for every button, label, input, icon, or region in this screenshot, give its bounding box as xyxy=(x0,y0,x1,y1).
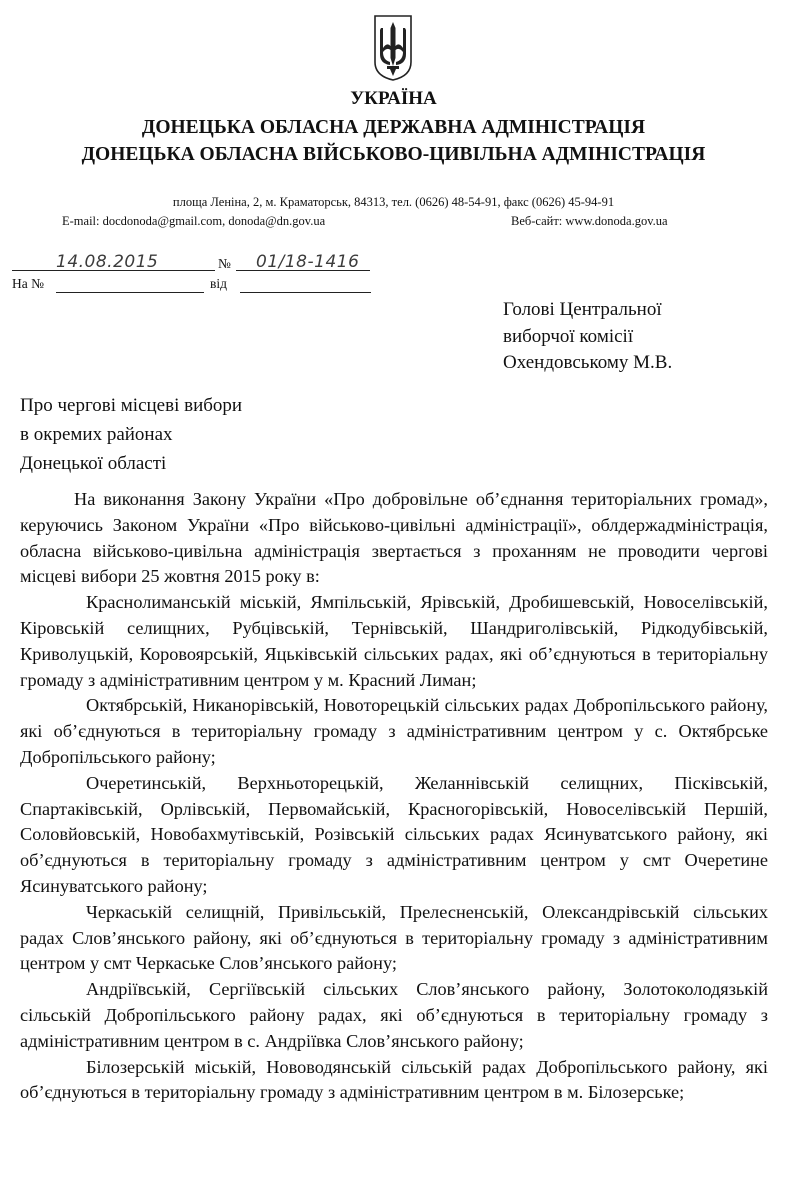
number-label: № xyxy=(218,256,231,271)
reply-number-label: На № xyxy=(12,276,44,291)
addressee-line: виборчої комісії xyxy=(503,325,634,347)
body-list-paragraph: Черкаській селищній, Привільській, Прелесненській, Олександрівській сільських радах Слов’янського району, які об’єднуються в територіальну громаду з адміністративним центром у смт Черкаське Слов’янського району; xyxy=(20,901,768,974)
letter-subject xyxy=(20,391,242,478)
organization-name-line2: ДОНЕЦЬКА ОБЛАСНА ВІЙСЬКОВО-ЦИВІЛЬНА АДМІНІСТРАЦІЯ xyxy=(81,144,706,165)
addressee-line: Охендовському М.В. xyxy=(503,352,673,373)
body-list-paragraph: Очеретинській, Верхньоторецькій, Желаннівській селищних, Пісківській, Спартаківській, Орлівській, Первомайській, Красногорівській, Новоселівській Першій, Соловйовській, Новобахмутівській, Розівській сільських радах Ясинуватського району, які об’єднуються в територіальну громаду з адміністративним центром у смт Очеретине Ясинуватського району; xyxy=(20,772,768,896)
country-heading: УКРАЇНА xyxy=(350,88,437,109)
postal-address: площа Леніна, 2, м. Краматорськ, 84313, тел. (0626) 48-54-91, факс (0626) 45-94-91 xyxy=(172,195,615,209)
letter-body xyxy=(20,487,768,1106)
date-underline xyxy=(12,270,215,271)
addressee-line: Голові Центральної xyxy=(503,299,662,320)
reply-date-label: від xyxy=(210,276,227,291)
website-address[interactable]: Веб-сайт: www.donoda.gov.ua xyxy=(511,214,668,228)
organization-name-line1: ДОНЕЦЬКА ОБЛАСНА ДЕРЖАВНА АДМІНІСТРАЦІЯ xyxy=(141,117,646,138)
email-address[interactable]: E-mail: docdonoda@gmail.com, donoda@dn.gov.ua xyxy=(62,214,326,228)
document-date: 14.08.2015 xyxy=(56,252,159,272)
body-intro-paragraph: На виконання Закону України «Про добровільне об’єднання територіальних громад», керуючись Законом України «Про військово-цивільні адміністрації», облдержадміністрація, обласна військово-цивільна адміністрація звертається з проханням не проводити чергові місцеві вибори 25 жовтня 2015 року в: xyxy=(20,489,768,587)
trident-coat-of-arms-icon xyxy=(373,14,413,82)
body-list-paragraph: Краснолиманській міській, Ямпільській, Ярівській, Дробишевській, Новоселівській, Кіровській селищних, Рубцівській, Тернівській, Шандриголівській, Рідкодубівській, Криволуцькій, Коровоярській, Яцьківській сільських радах, які об’єднуються в територіальну громаду з адміністративним центром у м. Красний Лиман; xyxy=(20,592,768,690)
reply-number-underline xyxy=(56,292,204,293)
reply-date-underline xyxy=(240,292,371,293)
subject-line: в окремих районах xyxy=(20,424,173,445)
body-list-paragraph: Білозерській міській, Нововодянській сільській радах Добропільського району, які об’єднуються в територіальну громаду з адміністративним центром в м. Білозерське; xyxy=(20,1056,768,1103)
subject-line: Донецької області xyxy=(20,453,167,474)
subject-line: Про чергові місцеві вибори xyxy=(20,395,243,416)
number-underline xyxy=(236,270,370,271)
body-list-paragraph: Андріївській, Сергіївській сільських Слов’янського району, Золотоколодязькій сільській Добропільського району радах, які об’єднуються в територіальну громаду з адміністративним центром в с. Андріївка Слов’янського району; xyxy=(20,979,768,1051)
document-number: 01/18-1416 xyxy=(256,252,360,272)
addressee-block xyxy=(503,297,672,377)
body-list-paragraph: Октябрській, Никанорівській, Новоторецькій сільських радах Добропільського району, які об’єднуються в територіальну громаду з адміністративним центром у с. Октябрське Добропільського району; xyxy=(20,695,768,767)
